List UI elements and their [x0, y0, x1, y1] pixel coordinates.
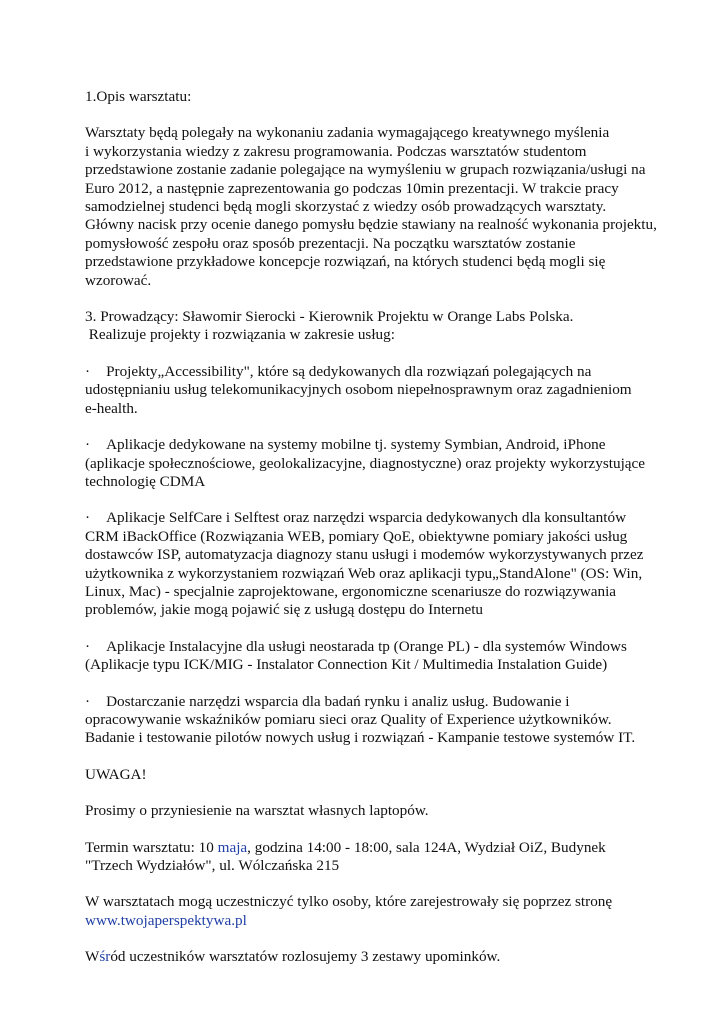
raffle-text: W [85, 948, 100, 966]
raffle-notice [85, 948, 665, 966]
bullet-item [85, 509, 665, 619]
text-line: Badanie i testowanie pilotów nowych usług i rozwiązań - Kampanie testowe systemów IT. [85, 729, 636, 747]
text-line: Główny nacisk przy ocenie danego pomysłu będzie stawiany na realność wykonania projektu, [85, 216, 657, 234]
text-line: opracowywanie wskaźników pomiaru sieci oraz Quality of Experience użytkowników. [85, 710, 612, 728]
text-line: Aplikacje Instalacyjne dla usługi neostarada tp (Orange PL) - dla systemów Windows [106, 637, 627, 655]
text-line: (aplikacje społecznościowe, geolokalizacyjne, diagnostyczne) oraz projekty wykorzystujące [85, 454, 646, 472]
leader-subline: Realizuje projekty i rozwiązania w zakresie usług: [85, 326, 395, 344]
text-line: Aplikacje dedykowane na systemy mobilne tj. systemy Symbian, Android, iPhone [106, 436, 606, 454]
text-line: udostępnianiu usług telekomunikacyjnych osobom niepełnosprawnym oraz zagadnieniom [85, 381, 632, 399]
text-line: technologię CDMA [85, 472, 206, 490]
registration-link[interactable]: www.twojaperspektywa.pl [85, 911, 247, 929]
warning-label: UWAGA! [85, 765, 147, 783]
text-line: Aplikacje SelfCare i Selftest oraz narzędzi wsparcia dedykowanych dla konsultantów [106, 509, 627, 527]
text-line: dostawców ISP, automatyzacja diagnozy stanu usługi i modemów wykorzystywanych przez [85, 546, 644, 564]
bullet-symbol: · [85, 692, 91, 710]
text-line: Euro 2012, a następnie zaprezentowania go podczas 10min prezentacji. W trakcie pracy [85, 179, 619, 197]
term-text: , godzina 14:00 - 18:00, sala 124A, Wydział OiZ, Budynek [247, 838, 606, 856]
raffle-highlight: śr [99, 948, 111, 966]
text-line: Warsztaty będą polegały na wykonaniu zadania wymagającego kreatywnego myślenia [85, 124, 610, 142]
text-line: i wykorzystania wiedzy z zakresu programowania. Podczas warsztatów studentom [85, 142, 587, 160]
description-paragraph [85, 124, 665, 290]
leader-paragraph [85, 308, 665, 345]
workshop-term [85, 839, 665, 876]
term-month: maja [217, 838, 248, 856]
raffle-text: ód uczestników warsztatów rozlosujemy 3 zestawy upominków. [110, 948, 501, 966]
document-page [85, 88, 665, 967]
bullet-symbol: · [85, 362, 91, 380]
text-line: użytkownika z wykorzystaniem rozwiązań Web oraz aplikacji typu„StandAlone" (OS: Win, [85, 564, 643, 582]
text-line: problemów, jakie mogą pojawić się z usługą dostępu do Internetu [85, 601, 484, 619]
registration-text: W warsztatach mogą uczestniczyć tylko osoby, które zarejestrowały się poprzez stronę [85, 893, 613, 911]
bullet-item [85, 693, 665, 748]
text-line: przedstawione zostanie zadanie polegające na wymyśleniu w grupach rozwiązania/usługi na [85, 161, 646, 179]
laptops-notice: Prosimy o przyniesienie na warsztat własnych laptopów. [85, 802, 429, 820]
bullet-item [85, 638, 665, 675]
text-line: wzorować. [85, 271, 152, 289]
text-line: CRM iBackOffice (Rozwiązania WEB, pomiary QoE, obiektywne pomiary jakości usług [85, 527, 628, 545]
text-line: Projekty„Accessibility", które są dedykowanych dla rozwiązań polegających na [106, 362, 592, 380]
bullet-symbol: · [85, 509, 91, 527]
leader-line: 3. Prowadzący: Sławomir Sierocki - Kierownik Projektu w Orange Labs Polska. [85, 308, 574, 326]
bullet-item [85, 436, 665, 491]
text-line: e-health. [85, 399, 138, 417]
text-line: Linux, Mac) - specjalnie zaprojektowane, ergonomiczne scenariusze do rozwiązywania [85, 582, 617, 600]
section-heading: 1.Opis warsztatu: [85, 88, 192, 105]
text-line: samodzielnej studenci będą mogli skorzystać z wiedzy osób prowadzących warsztaty. [85, 198, 607, 216]
term-text: Termin warsztatu: 10 [85, 838, 218, 856]
bullet-symbol: · [85, 637, 91, 655]
registration-paragraph [85, 893, 665, 930]
text-line: pomysłowość zespołu oraz sposób prezentacji. Na początku warsztatów zostanie [85, 234, 576, 252]
term-location: "Trzech Wydziałów", ul. Wólczańska 215 [85, 857, 340, 874]
text-line: Dostarczanie narzędzi wsparcia dla badań rynku i analiz usług. Budowanie i [106, 692, 570, 710]
bullet-symbol: · [85, 436, 91, 454]
text-line: (Aplikacje typu ICK/MIG - Instalator Connection Kit / Multimedia Instalation Guide) [85, 656, 608, 674]
bullet-item [85, 363, 665, 418]
text-line: przedstawione przykładowe koncepcje rozwiązań, na których studenci będą mogli się [85, 253, 606, 271]
